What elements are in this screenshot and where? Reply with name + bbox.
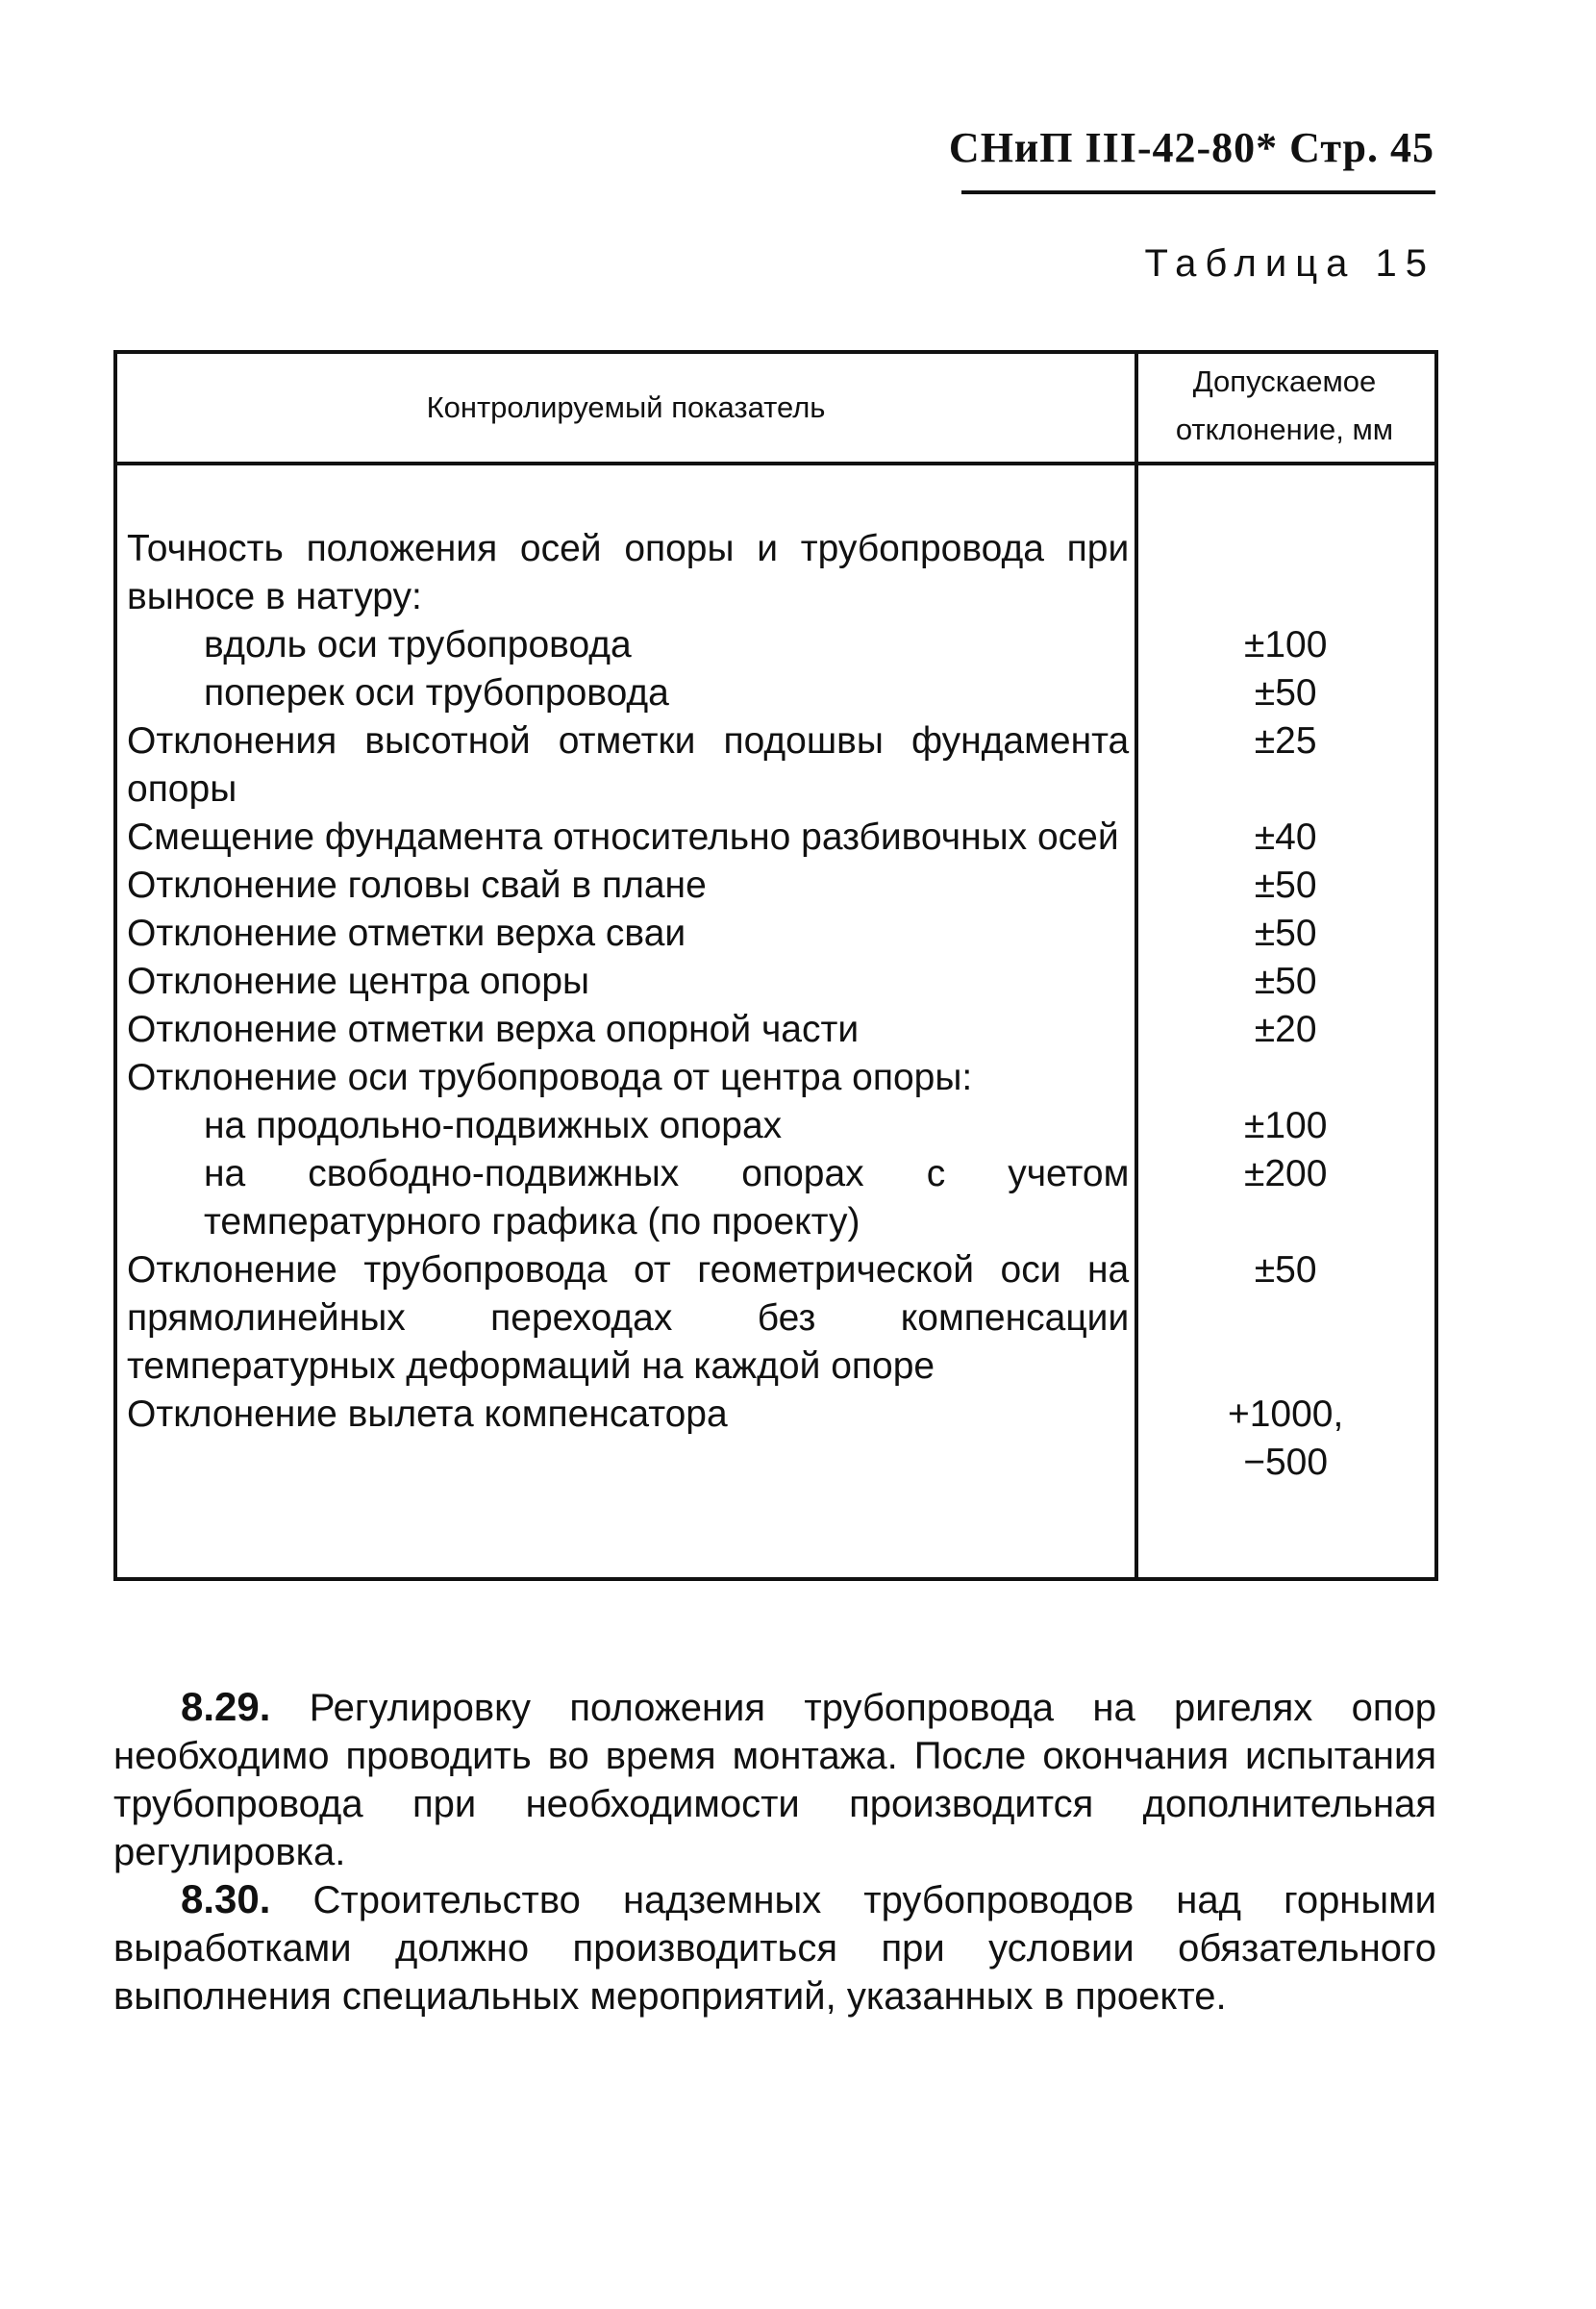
parameter-cell: Точность положения осей опоры и трубопровода при выносе в натуру: (127, 528, 1130, 617)
deviation-cell: ±20 (1254, 1009, 1317, 1050)
parameter-cell: вдоль оси трубопровода (204, 624, 632, 665)
table-row (117, 910, 1431, 958)
table-row (117, 1391, 1431, 1487)
table-row (117, 621, 1431, 669)
deviation-cell (1129, 525, 1431, 621)
table-row (117, 1150, 1431, 1246)
table-row (117, 1054, 1431, 1102)
parameter-cell: Отклонение отметки верха опорной части (127, 1009, 860, 1050)
paragraph-8-29 (113, 1683, 1436, 1876)
column-header-deviation-line1: Допускаемое (1192, 364, 1377, 398)
paragraph-number: 8.30. (181, 1876, 271, 1921)
paragraph-text: Регулировку положения трубопровода на ригелях опор необходимо проводить во время монтажа. После окончания испытания трубопровода при необходимости производится дополнительная регулировка. (113, 1687, 1436, 1873)
parameter-cell: на свободно-подвижных опорах с учетом температурного графика (по проекту) (204, 1153, 1130, 1242)
parameter-cell: поперек оси трубопровода (204, 672, 669, 714)
column-header-parameter: Контролируемый показатель (426, 390, 826, 424)
parameter-cell: на продольно-подвижных опорах (204, 1105, 783, 1146)
column-header-deviation-line2: отклонение, мм (1175, 413, 1394, 446)
deviation-cell (1129, 1054, 1431, 1102)
deviation-value-lower: −500 (1243, 1442, 1329, 1483)
table-row (117, 1006, 1431, 1054)
deviation-cell: ±100 (1243, 1105, 1328, 1146)
page-header: СНиП III-42-80* Стр. 45 (948, 124, 1434, 171)
column-header-deviation (1138, 358, 1431, 454)
deviation-cell: ±50 (1254, 672, 1317, 714)
table-row (117, 525, 1431, 621)
table-body (117, 525, 1431, 1487)
deviation-cell: ±50 (1254, 961, 1317, 1002)
parameter-cell: Отклонение трубопровода от геометрической оси на прямолинейных переходах без компенсации температурных деформаций на каждой опоре (127, 1249, 1130, 1387)
paragraph-text: Строительство надземных трубопроводов над горными выработками должно производиться при условии обязательного выполнения специальных мероприятий, указанных в проекте. (113, 1879, 1436, 2018)
deviation-cell: ±40 (1254, 816, 1317, 858)
parameter-cell: Отклонение центра опоры (127, 961, 590, 1002)
parameter-cell: Смещение фундамента относительно разбивочных осей (127, 816, 1119, 858)
deviation-cell: ±50 (1254, 1249, 1317, 1291)
header-rule (961, 190, 1435, 194)
table-row (117, 814, 1431, 862)
deviation-cell: ±200 (1243, 1153, 1328, 1194)
paragraph-8-30 (113, 1875, 1436, 2020)
table-row (117, 669, 1431, 717)
table-row (117, 1102, 1431, 1150)
parameter-cell: Отклонения высотной отметки подошвы фундамента опоры (127, 720, 1130, 810)
table-row (117, 862, 1431, 910)
parameter-cell: Отклонение вылета компенсатора (127, 1393, 728, 1435)
table-caption: Таблица 15 (1144, 242, 1435, 285)
parameter-cell: Отклонение отметки верха сваи (127, 913, 686, 954)
paragraph-number: 8.29. (181, 1684, 271, 1729)
parameter-cell: Отклонение оси трубопровода от центра опоры: (127, 1057, 973, 1098)
deviation-cell: ±50 (1254, 913, 1317, 954)
deviation-cell: ±100 (1243, 624, 1328, 665)
table-header-divider (113, 462, 1438, 465)
table-row (117, 717, 1431, 814)
deviation-cell: ±25 (1254, 720, 1317, 762)
parameter-cell: Отклонение головы свай в плане (127, 865, 707, 906)
table-row (117, 958, 1431, 1006)
table-row (117, 1246, 1431, 1391)
deviation-value-upper: +1000, (1227, 1393, 1344, 1435)
deviation-cell (1129, 1391, 1431, 1487)
deviation-cell: ±50 (1254, 865, 1317, 906)
